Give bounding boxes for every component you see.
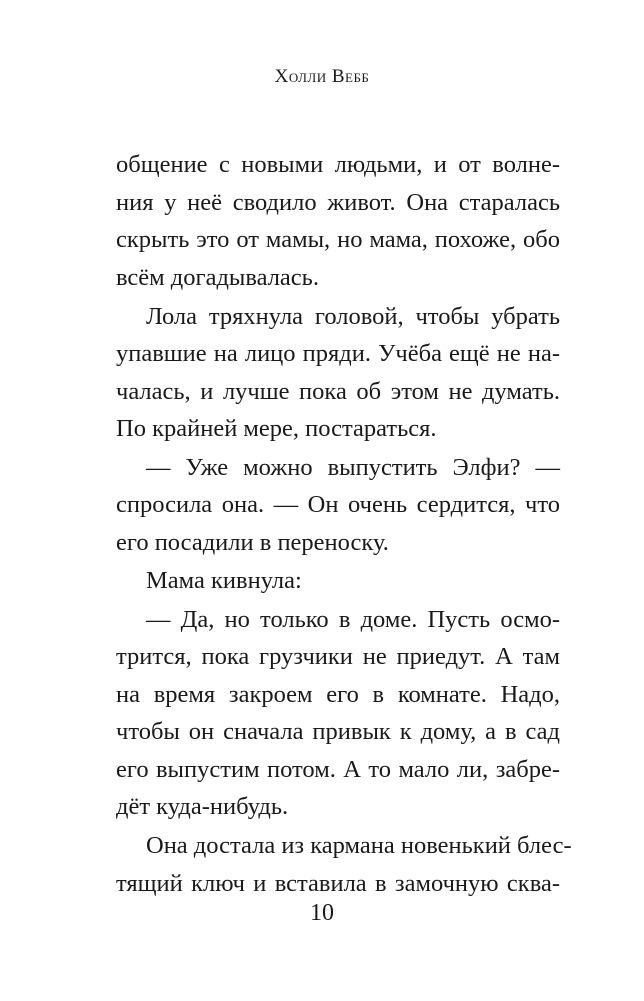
text-line: Она достала из кармана новенький блес- — [146, 832, 572, 859]
page-number: 10 — [310, 900, 334, 926]
text-line: трится, пока грузчики не приедут. А там — [116, 643, 560, 670]
text-line: упавшие на лицо пряди. Учёба ещё не на- — [116, 340, 560, 367]
text-line: Лола тряхнула головой, чтобы убрать — [146, 303, 560, 330]
text-line: — Да, но только в доме. Пусть осмо- — [146, 606, 560, 633]
text-line: Мама кивнула: — [146, 567, 302, 594]
text-line: — Уже можно выпустить Элфи? — — [146, 454, 560, 481]
text-line: его выпустим потом. А то мало ли, забре- — [116, 756, 560, 783]
text-line: ния у неё сводило живот. Она старалась — [116, 189, 560, 216]
text-line: всём догадывалась. — [116, 264, 319, 291]
text-line: скрыть это от мамы, но мама, похоже, обо — [116, 226, 560, 253]
text-line: спросила она. — Он очень сердится, что — [116, 491, 560, 518]
text-line: чтобы он сначала привык к дому, а в сад — [116, 718, 560, 745]
text-line: его посадили в переноску. — [116, 529, 389, 556]
running-header: Холли Вебб — [274, 66, 370, 87]
text-line: дёт куда-нибудь. — [116, 793, 289, 820]
text-line: чалась, и лучше пока об этом не думать. — [116, 378, 560, 405]
text-line: на время закроем его в комнате. Надо, — [116, 681, 560, 708]
text-line: тящий ключ и вставила в замочную сква- — [116, 870, 560, 897]
text-line: По крайней мере, постараться. — [116, 415, 437, 442]
text-line: общение с новыми людьми, и от волне- — [116, 151, 560, 178]
